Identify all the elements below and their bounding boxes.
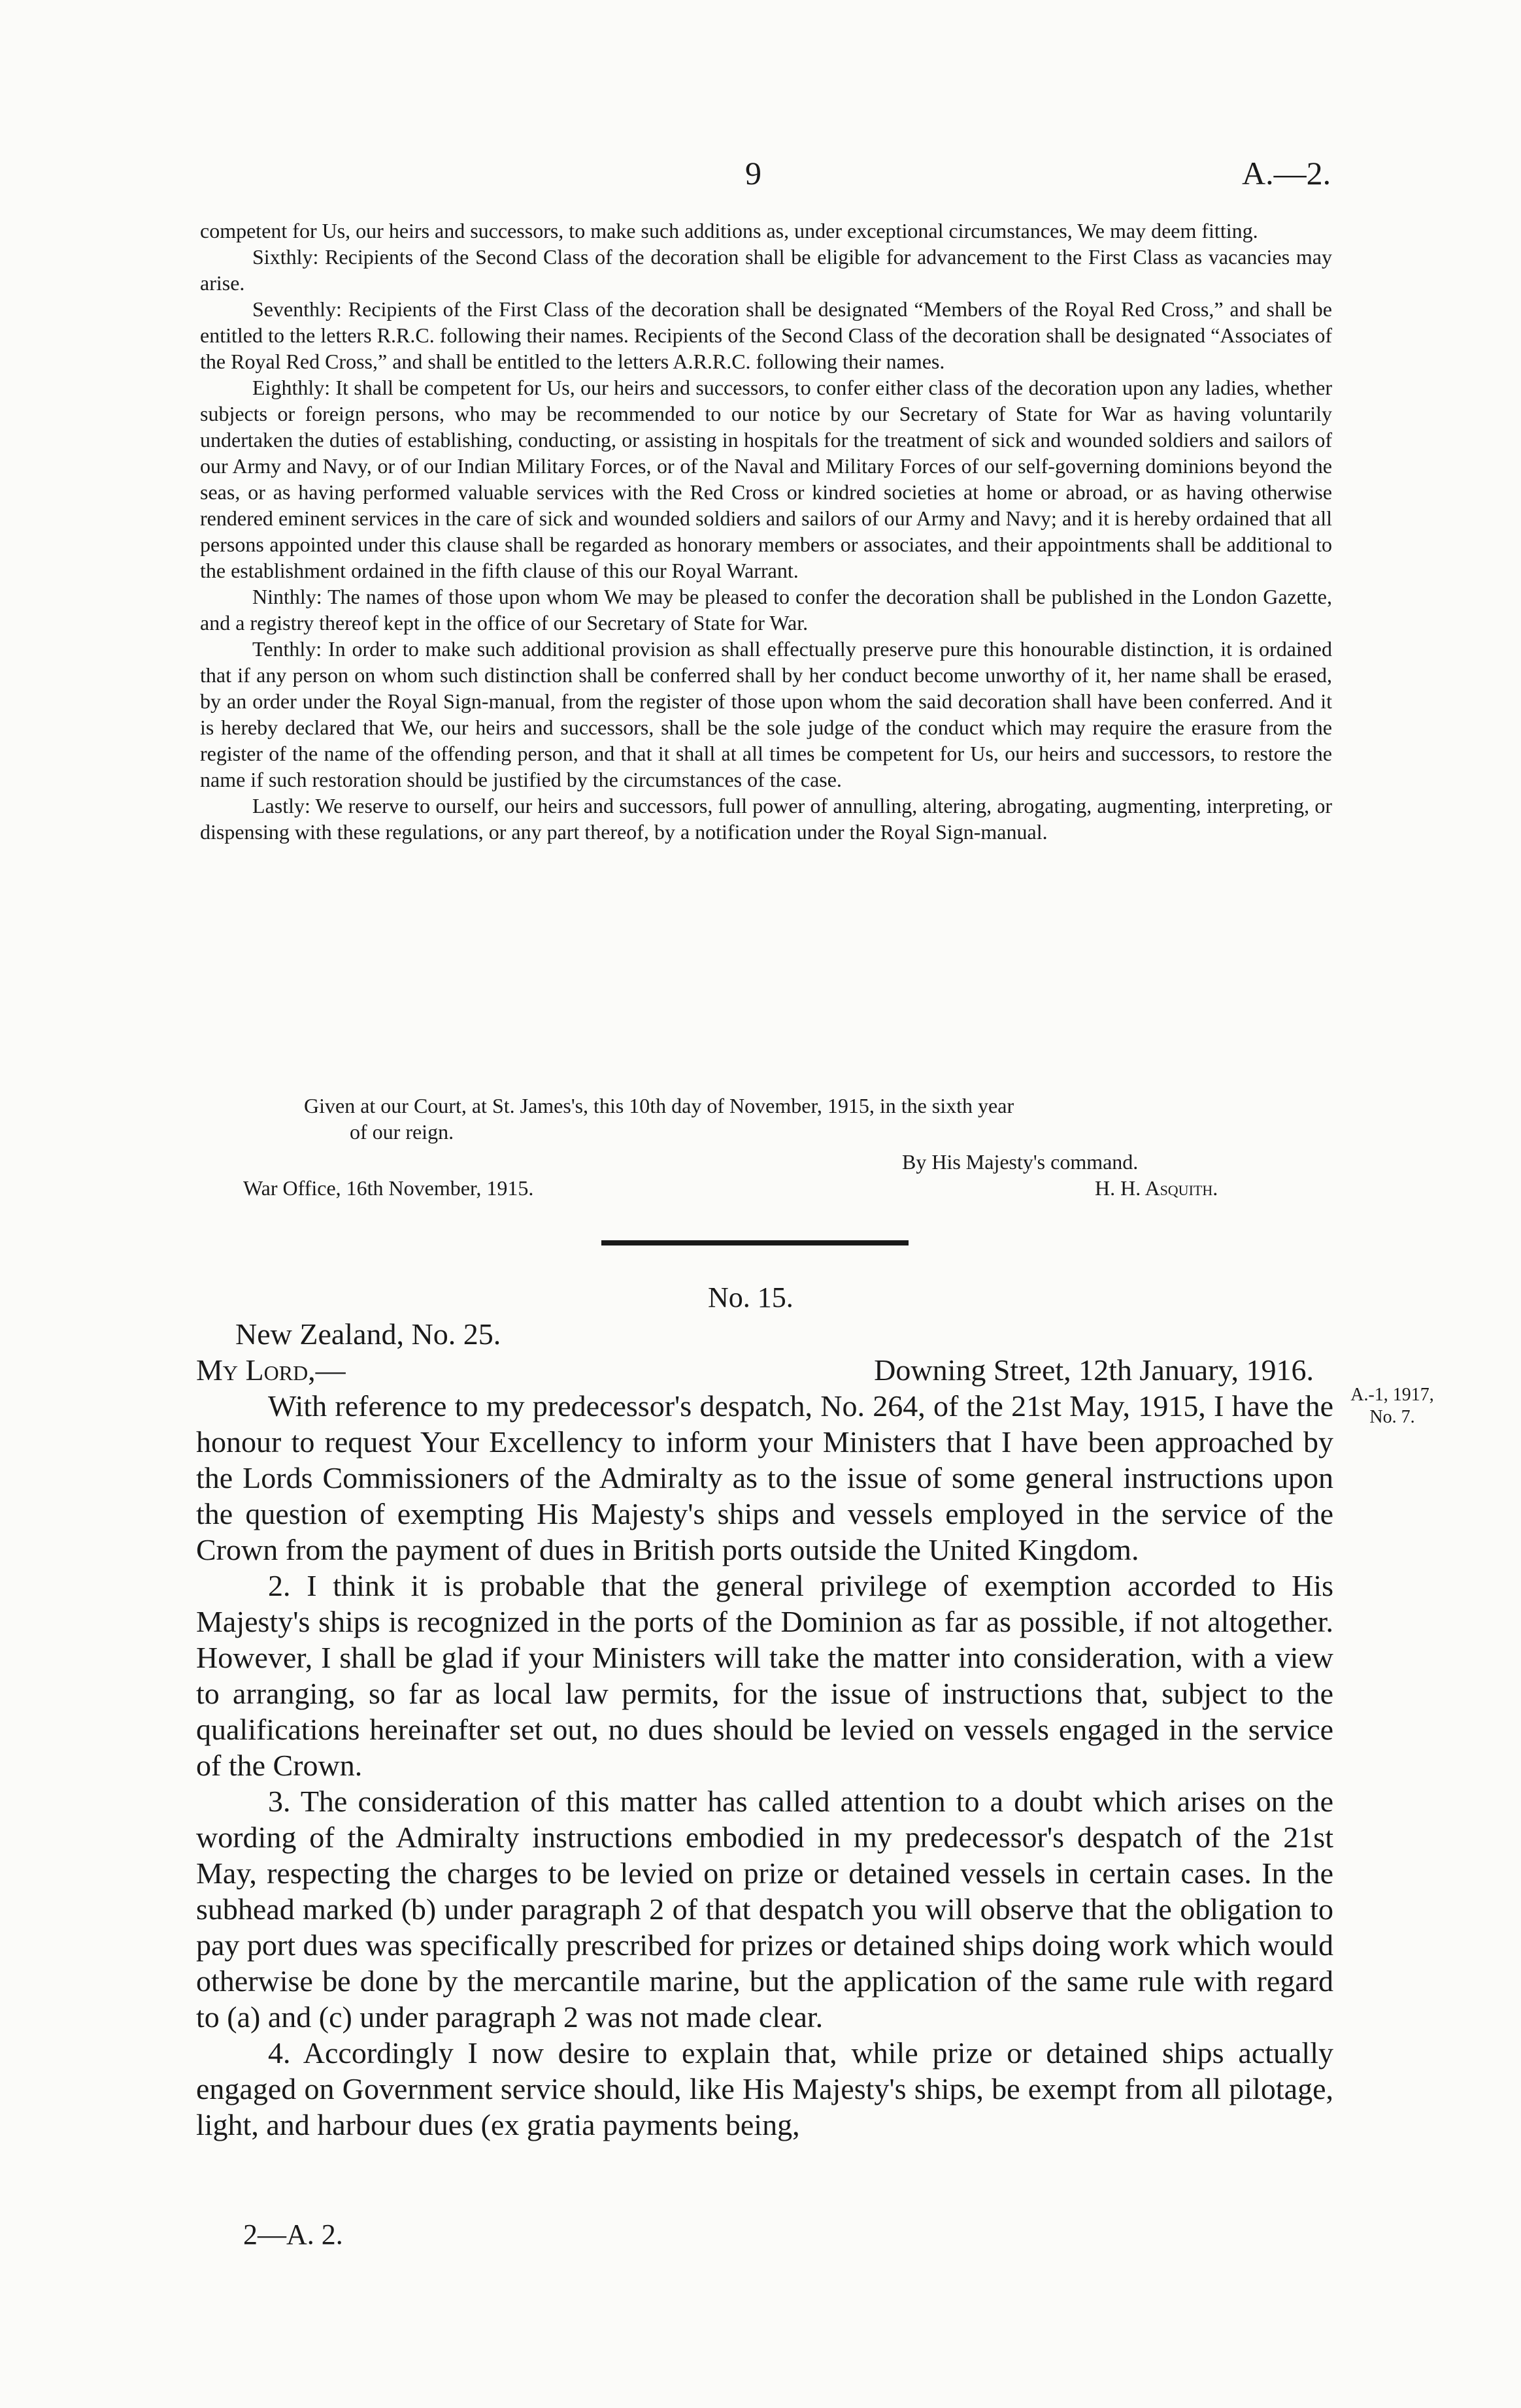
despatch-paragraph: 3. The consideration of this matter has called attention to a doubt which arises on the wording of the Admiralty instructions embodied in my predecessor's despatch of the 21st May, respecting the charges to be levied on prize or detained vessels in certain cases. In the subhead marked (b) under paragraph 2 of that despatch you will observe that the obligation to pay port dues was specifically prescribed for prizes or detained ships doing work which would otherwise be done by the mercantile marine, but the application of the same rule with regard to (a) and (c) under paragraph 2 was not made clear. [196,1785,1333,2034]
despatch-paragraph: 4. Accordingly I now desire to explain that, while prize or detained ships actually engaged on Government service should, like His Majesty's ships, be exempt from all pilotage, light, and harbour dues (ex gratia payments being, [196,2036,1333,2141]
margin-note [1337,1384,1448,1428]
warrant-paragraph: Sixthly: Recipients of the Second Class of the decoration shall be eligible for advancement to the First Class as vacancies may arise. [200,245,1332,295]
document-reference: A.—2. [1242,155,1331,191]
printer-signature-mark: 2—A. 2. [243,2218,343,2251]
margin-note-line-1: A.-1, 1917, [1350,1385,1434,1405]
signature-command: By His Majesty's command. [902,1150,1139,1174]
despatch-paragraph: With reference to my predecessor's despatch, No. 264, of the 21st May, 1915, I have the honour to request Your Excellency to inform your Ministers that I have been approached by the Lords Commissioners of the Admiralty as to the issue of some general instructions upon the question of exempting His Majesty's ships and vessels employed in the service of the Crown from the payment of dues in British ports outside the United Kingdom. [196,1389,1333,1566]
given-line-1: Given at our Court, at St. James's, this 10th day of November, 1915, in the sixth year [304,1094,1014,1117]
royal-warrant-text [200,218,1332,845]
dominion-reference: New Zealand, No. 25. [235,1317,501,1351]
warrant-paragraph: competent for Us, our heirs and successors, to make such additions as, under exceptional circumstances, We may deem fitting. [200,219,1258,242]
warrant-paragraph: Tenthly: In order to make such additional provision as shall effectually preserve pure this honourable distinction, it is ordained that if any person on whom such distinction shall be conferred shall by her conduct become unworthy of it, her name shall be erased, by an order under the Royal Sign-manual, from the register of those upon whom the said decoration shall have been conferred. And it is hereby declared that We, our heirs and successors, shall be the sole judge of the conduct which may require the erasure from the register of the name of the offending person, and that it shall at all times be competent for Us, our heirs and successors, to restore the name if such restoration should be justified by the circumstances of the case. [200,637,1332,791]
section-divider [601,1240,909,1245]
despatch-date: Downing Street, 12th January, 1916. [874,1353,1314,1387]
salutation-row [196,1352,1333,1388]
signatory-name: H. H. Asquith. [1095,1176,1218,1200]
warrant-paragraph: Ninthly: The names of those upon whom We may be pleased to confer the decoration shall be published in the London Gazette, and a registry thereof kept in the office of our Secretary of State for War. [200,585,1332,635]
given-line-2: of our reign. [350,1120,454,1144]
margin-note-line-2: No. 7. [1369,1407,1415,1427]
given-at-court [304,1093,1333,1145]
despatch-body [196,1316,1333,2143]
signature-office-date: War Office, 16th November, 1915. [243,1176,534,1200]
warrant-paragraph: Lastly: We reserve to ourself, our heirs and successors, full power of annulling, altering, abrogating, augmenting, interpreting, or dispensing with these regulations, or any part thereof, by a notification under the Royal Sign-manual. [200,794,1332,844]
salutation: My Lord,— [196,1353,346,1387]
despatch-number: No. 15. [708,1281,794,1313]
warrant-paragraph: Eighthly: It shall be competent for Us, our heirs and successors, to confer either class of the decoration upon any ladies, whether subjects or foreign persons, who may be recommended to our notice by our Secretary of State for War as having voluntarily undertaken the duties of establishing, conducting, or assisting in hospitals for the treatment of sick and wounded soldiers and sailors of our Army and Navy, or of our Indian Military Forces, or of the Naval and Military Forces of our self-governing dominions beyond the seas, or as having performed valuable services with the Red Cross or kindred societies at home or abroad, or as having otherwise rendered eminent services in the care of sick and wounded soldiers and sailors of our Army and Navy; and it is hereby ordained that all persons appointed under this clause shall be regarded as honorary members or associates, and their appointments shall be additional to the establishment ordained in the fifth clause of this our Royal Warrant. [200,376,1332,582]
page-number: 9 [745,155,761,191]
warrant-paragraph: Seventhly: Recipients of the First Class of the decoration shall be designated “Members of the Royal Red Cross,” and shall be entitled to the letters R.R.C. following their names. Recipients of the Second Class of the decoration shall be designated “Associates of the Royal Red Cross,” and shall be entitled to the letters A.R.R.C. following their names. [200,297,1332,373]
despatch-paragraph: 2. I think it is probable that the general privilege of exemption accorded to His Majesty's ships is recognized in the ports of the Dominion as far as possible, if not altogether. However, I shall be glad if your Ministers will take the matter into consideration, with a view to arranging, so far as local law permits, for the issue of instructions that, subject to the qualifications hereinafter set out, no dues should be levied on vessels engaged in the service of the Crown. [196,1569,1333,1782]
